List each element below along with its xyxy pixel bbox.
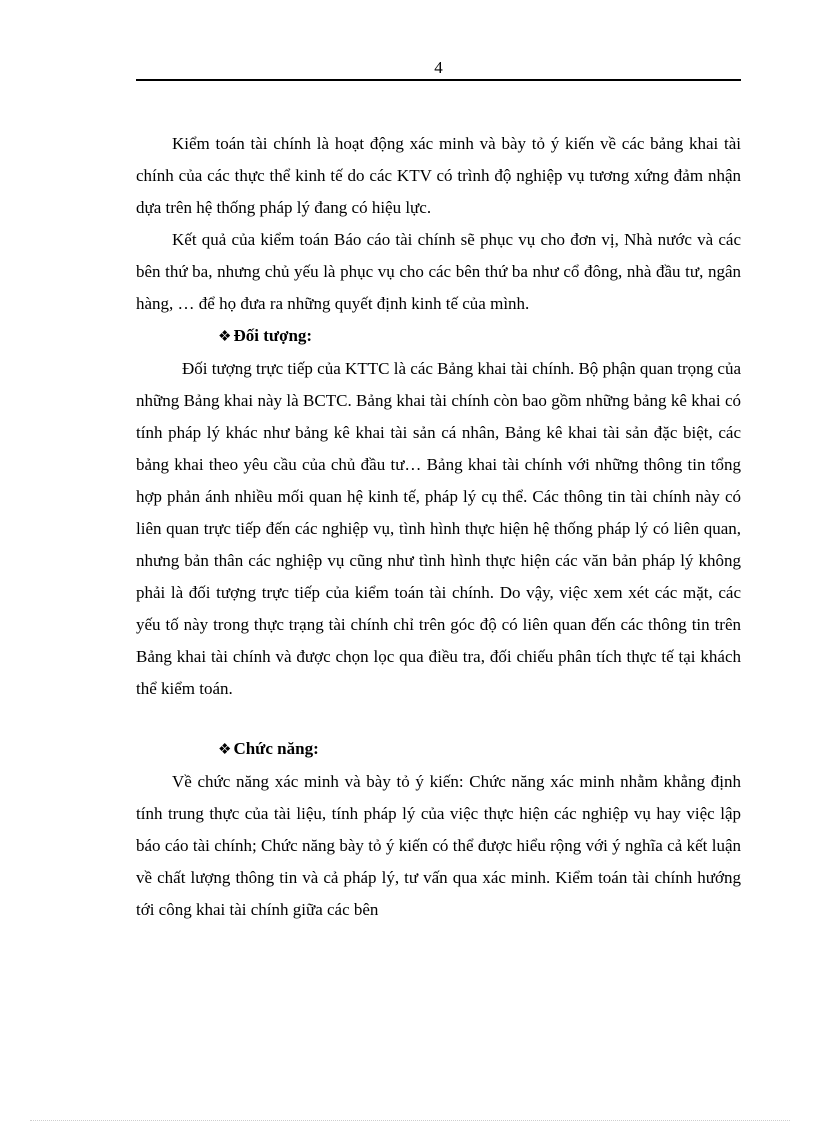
section-heading-function-label: Chức năng: [233, 739, 319, 758]
header-rule [136, 79, 741, 81]
paragraph-beneficiaries: Kết quả của kiểm toán Báo cáo tài chính sẽ phục vụ cho đơn vị, Nhà nước và các bên thứ ba, nhưng chủ yếu là phục vụ cho các bên thứ ba như cổ đông, nhà đầu tư, ngân hàng, … để họ đưa ra những quyết định kinh tế của mình. [136, 230, 741, 313]
document-body [136, 128, 741, 926]
paragraph-spacer [136, 705, 741, 733]
paragraph-function: Về chức năng xác minh và bày tỏ ý kiến: Chức năng xác minh nhằm khẳng định tính trung thực của tài liệu, tính pháp lý của việc thực hiện các nghiệp vụ hay việc lập báo cáo tài chính; Chức năng bày tỏ ý kiến có thể được hiểu rộng với ý nghĩa cả kết luận về chất lượng thông tin và cả pháp lý, tư vấn qua xác minh. Kiểm toán tài chính hướng tới công khai tài chính giữa các bên [136, 772, 741, 919]
footer-dotted-line [30, 1120, 790, 1121]
section-heading-function [136, 733, 741, 766]
page-number: 4 [434, 58, 443, 77]
diamond-bullet-icon: ❖ [218, 742, 232, 758]
paragraph-definition: Kiểm toán tài chính là hoạt động xác minh và bày tỏ ý kiến về các bảng khai tài chính của các thực thể kinh tế do các KTV có trình độ nghiệp vụ tương xứng đảm nhận dựa trên hệ thống pháp lý đang có hiệu lực. [136, 134, 741, 217]
diamond-bullet-icon: ❖ [218, 329, 232, 345]
paragraph-subject: Đối tượng trực tiếp của KTTC là các Bảng khai tài chính. Bộ phận quan trọng của những Bảng khai này là BCTC. Bảng khai tài chính còn bao gồm những bảng kê khai có tính pháp lý khác như bảng kê khai tài sản cá nhân, Bảng kê khai tài sản đặc biệt, các bảng khai theo yêu cầu của chủ đầu tư… Bảng khai tài chính với những thông tin tổng hợp phản ánh nhiều mối quan hệ kinh tế, pháp lý cụ thể. Các thông tin tài chính này có liên quan trực tiếp đến các nghiệp vụ, tình hình thực hiện hệ thống pháp lý có liên quan, nhưng bản thân các nghiệp vụ cũng như tình hình thực hiện các văn bản pháp lý không phải là đối tượng trực tiếp của kiểm toán tài chính. Do vậy, việc xem xét các mặt, các yếu tố này trong thực trạng tài chính chỉ trên góc độ có liên quan đến các thông tin trên Bảng khai tài chính và được chọn lọc qua điều tra, đối chiếu phân tích thực tế tại khách thể kiểm toán. [136, 359, 741, 698]
section-heading-subject [136, 320, 741, 353]
section-heading-subject-label: Đối tượng: [233, 326, 313, 345]
